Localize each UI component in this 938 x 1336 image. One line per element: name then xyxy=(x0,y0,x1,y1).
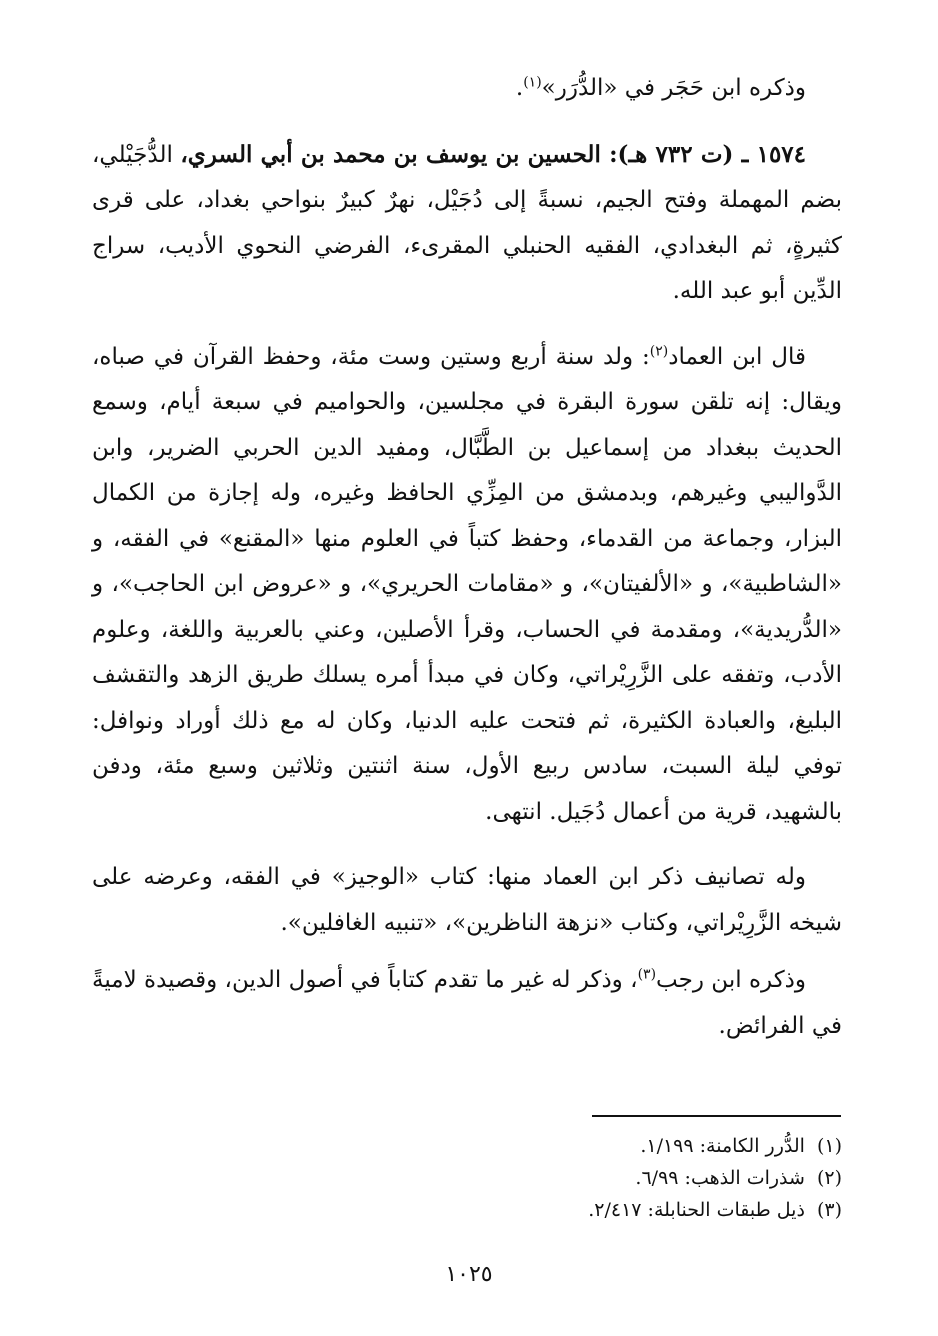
text-run: وذكره ابن حَجَر في «الدُّرَر» xyxy=(541,75,806,101)
paragraph-intro xyxy=(92,66,842,112)
footnotes xyxy=(422,1130,842,1226)
text-run: . xyxy=(515,75,524,101)
footnote-item xyxy=(422,1194,842,1226)
footnote-text: الدُّرر الكامنة: ١/١٩٩. xyxy=(640,1135,805,1157)
entry-heading: ١٥٧٤ ـ (ت ٧٣٢ هـ): الحسين بن يوسف بن محمد بن أبي السري، xyxy=(180,140,807,168)
footnote-number: (٢) xyxy=(816,1167,842,1189)
paragraph-entry xyxy=(92,132,842,315)
paragraph-biography xyxy=(92,335,842,836)
paragraph-works: وله تصانيف ذكر ابن العماد منها: كتاب «الوجيز» في الفقه، وعرضه على شيخه الزَّرِيْراتي، وكتاب «نزهة الناظرين»، «تنبيه الغافلين». xyxy=(92,864,842,936)
footnote-ref-1: (١) xyxy=(523,74,542,91)
main-text xyxy=(92,66,842,1049)
footnote-ref-3: (٣) xyxy=(637,966,657,983)
footnote-divider xyxy=(592,1115,841,1117)
entry-text: الدُّجَيْلي، بضم المهملة وفتح الجيم، نسبةً إلى دُجَيْل، نهرٌ كبيرٌ بنواحي بغداد، على قرى كثيرةٍ، ثم البغدادي، الفقيه الحنبلي المقرىء، الفرضي النحوي الأديب، سراج الدِّين أبو عبد الله. xyxy=(92,141,842,304)
footnote-number: (٣) xyxy=(816,1199,842,1221)
footnote-text: شذرات الذهب: ٦/٩٩. xyxy=(635,1167,805,1189)
text-run: ، وذكر له غير ما تقدم كتاباً في أصول الدين، وقصيدة لاميةً في الفرائض. xyxy=(92,967,842,1039)
footnote-item xyxy=(422,1130,842,1162)
footnote-number: (١) xyxy=(816,1135,842,1157)
text-run: قال ابن العماد xyxy=(668,343,806,370)
paragraph-ibn-rajab xyxy=(92,958,842,1049)
footnote-item xyxy=(422,1162,842,1194)
footnote-text: ذيل طبقات الحنابلة: ٢/٤١٧. xyxy=(588,1199,805,1221)
footnote-ref-2: (٢) xyxy=(649,342,669,359)
text-run: وذكره ابن رجب xyxy=(656,967,806,993)
page-number: ١٠٢٥ xyxy=(445,1262,493,1287)
text-run: : ولد سنة أربع وستين وست مئة، وحفظ القرآن في صباه، ويقال: إنه تلقن سورة البقرة في مجلسين، والحواميم في سبعة أيام، وسمع الحديث ببغداد من إسماعيل بن الطَّبَّال، ومفيد الدين الحربي الضرير، وابن الدَّواليبي وغيرهم، وبدمشق من المِزِّي الحافظ وغيره، وله إجازة من الكمال البزار، وجماعة من القدماء، وحفظ كتباً في العلوم منها «المقنع» في الفقه، و «الشاطبية»، و «الألفيتان»، و «مقامات الحريري»، و «عروض ابن الحاجب»، و «الدُّريدية»، ومقدمة في الحساب، وقرأ الأصلين، وعني بالعربية واللغة، وعلوم الأدب، وتفقه على الزَّرِيْراتي، وكان في مبدأ أمره يسلك طريق الزهد والتقشف البليغ، والعبادة الكثيرة، ثم فتحت عليه الدنيا، وكان له مع ذلك أوراد ونوافل: توفي ليلة السبت، سادس ربيع الأول، سنة اثنتين وثلاثين وسبع مئة، ودفن بالشهيد، قرية من أعمال دُجَيل. انتهى. xyxy=(92,343,842,825)
